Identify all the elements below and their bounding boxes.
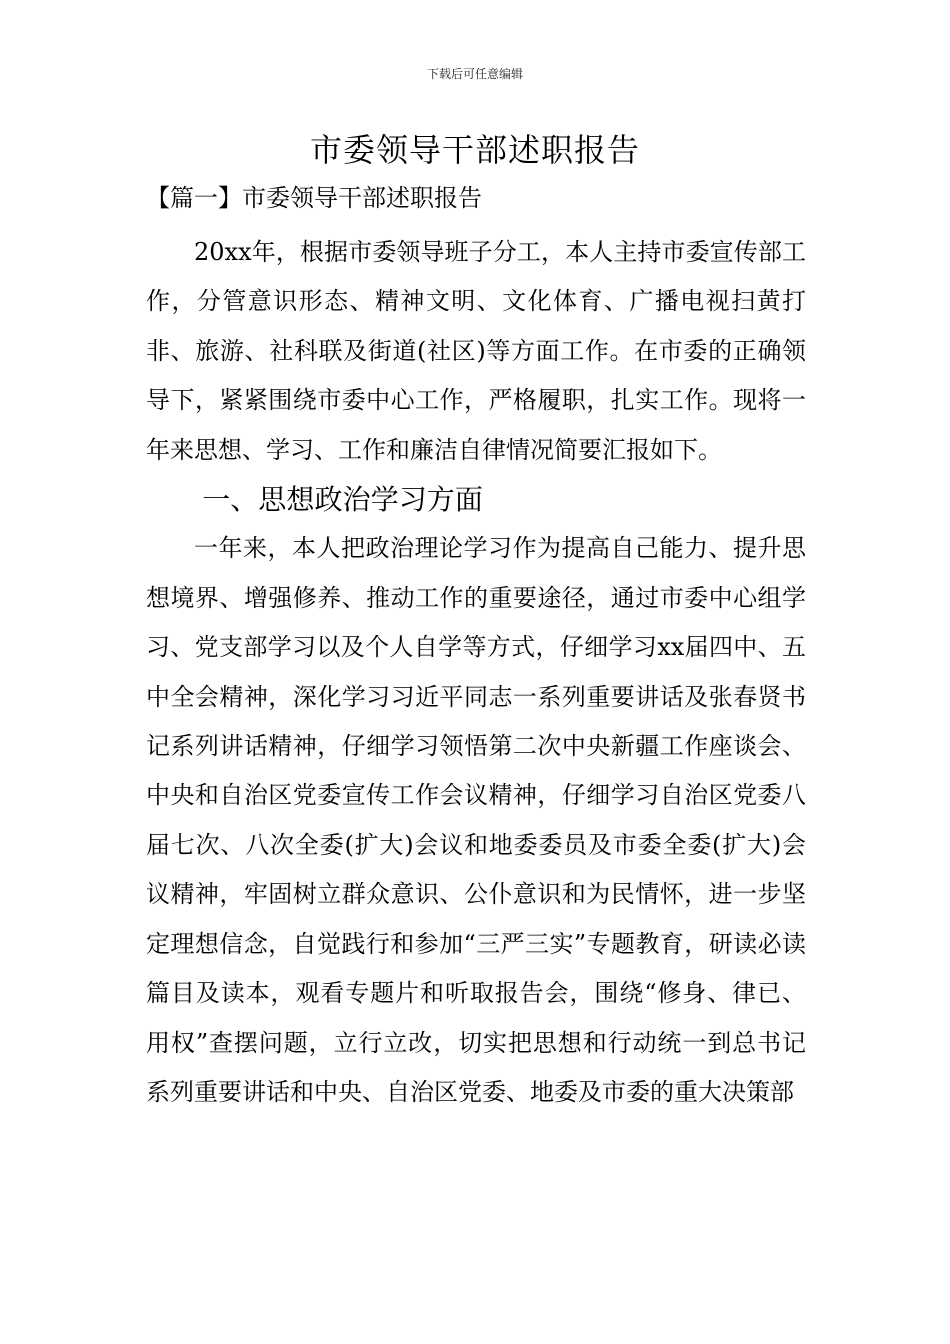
document-title: 市委领导干部述职报告 bbox=[309, 131, 640, 169]
subheading-political-study: 一、思想政治学习方面 bbox=[202, 483, 483, 517]
section-heading: 【篇一】市委领导干部述职报告 bbox=[146, 184, 482, 212]
header-note: 下载后可任意编辑 bbox=[426, 67, 523, 81]
paragraph-intro: 20xx年，根据市委领导班子分工，本人主持市委宣传部工作，分管意识形态、精神文明、文化体育、广播电视扫黄打非、旅游、社科联及街道(社区)等方面工作。在市委的正确领导下，紧紧围绕市委中心工作，严格履职，扎实工作。现将一年来思想、学习、工作和廉洁自律情况简要汇报如下。 bbox=[146, 238, 806, 464]
document-body bbox=[146, 228, 806, 1117]
paragraph-study: 一年来，本人把政治理论学习作为提高自己能力、提升思想境界、增强修养、推动工作的重要途径，通过市委中心组学习、党支部学习以及个人自学等方式，仔细学习xx届四中、五中全会精神，深化学习习近平同志一系列重要讲话及张春贤书记系列讲话精神，仔细学习领悟第二次中央新疆工作座谈会、中央和自治区党委宣传工作会议精神，仔细学习自治区党委八届七次、八次全委(扩大)会议和地委委员及市委全委(扩大)会议精神，牢固树立群众意识、公仆意识和为民情怀，进一步坚定理想信念，自觉践行和参加“三严三实”专题教育，研读必读篇目及读本，观看专题片和听取报告会，围绕“修身、律已、用权”查摆问题，立行立改，切实把思想和行动统一到总书记系列重要讲话和中央、自治区党委、地委及市委的重大决策部 bbox=[146, 534, 806, 1106]
